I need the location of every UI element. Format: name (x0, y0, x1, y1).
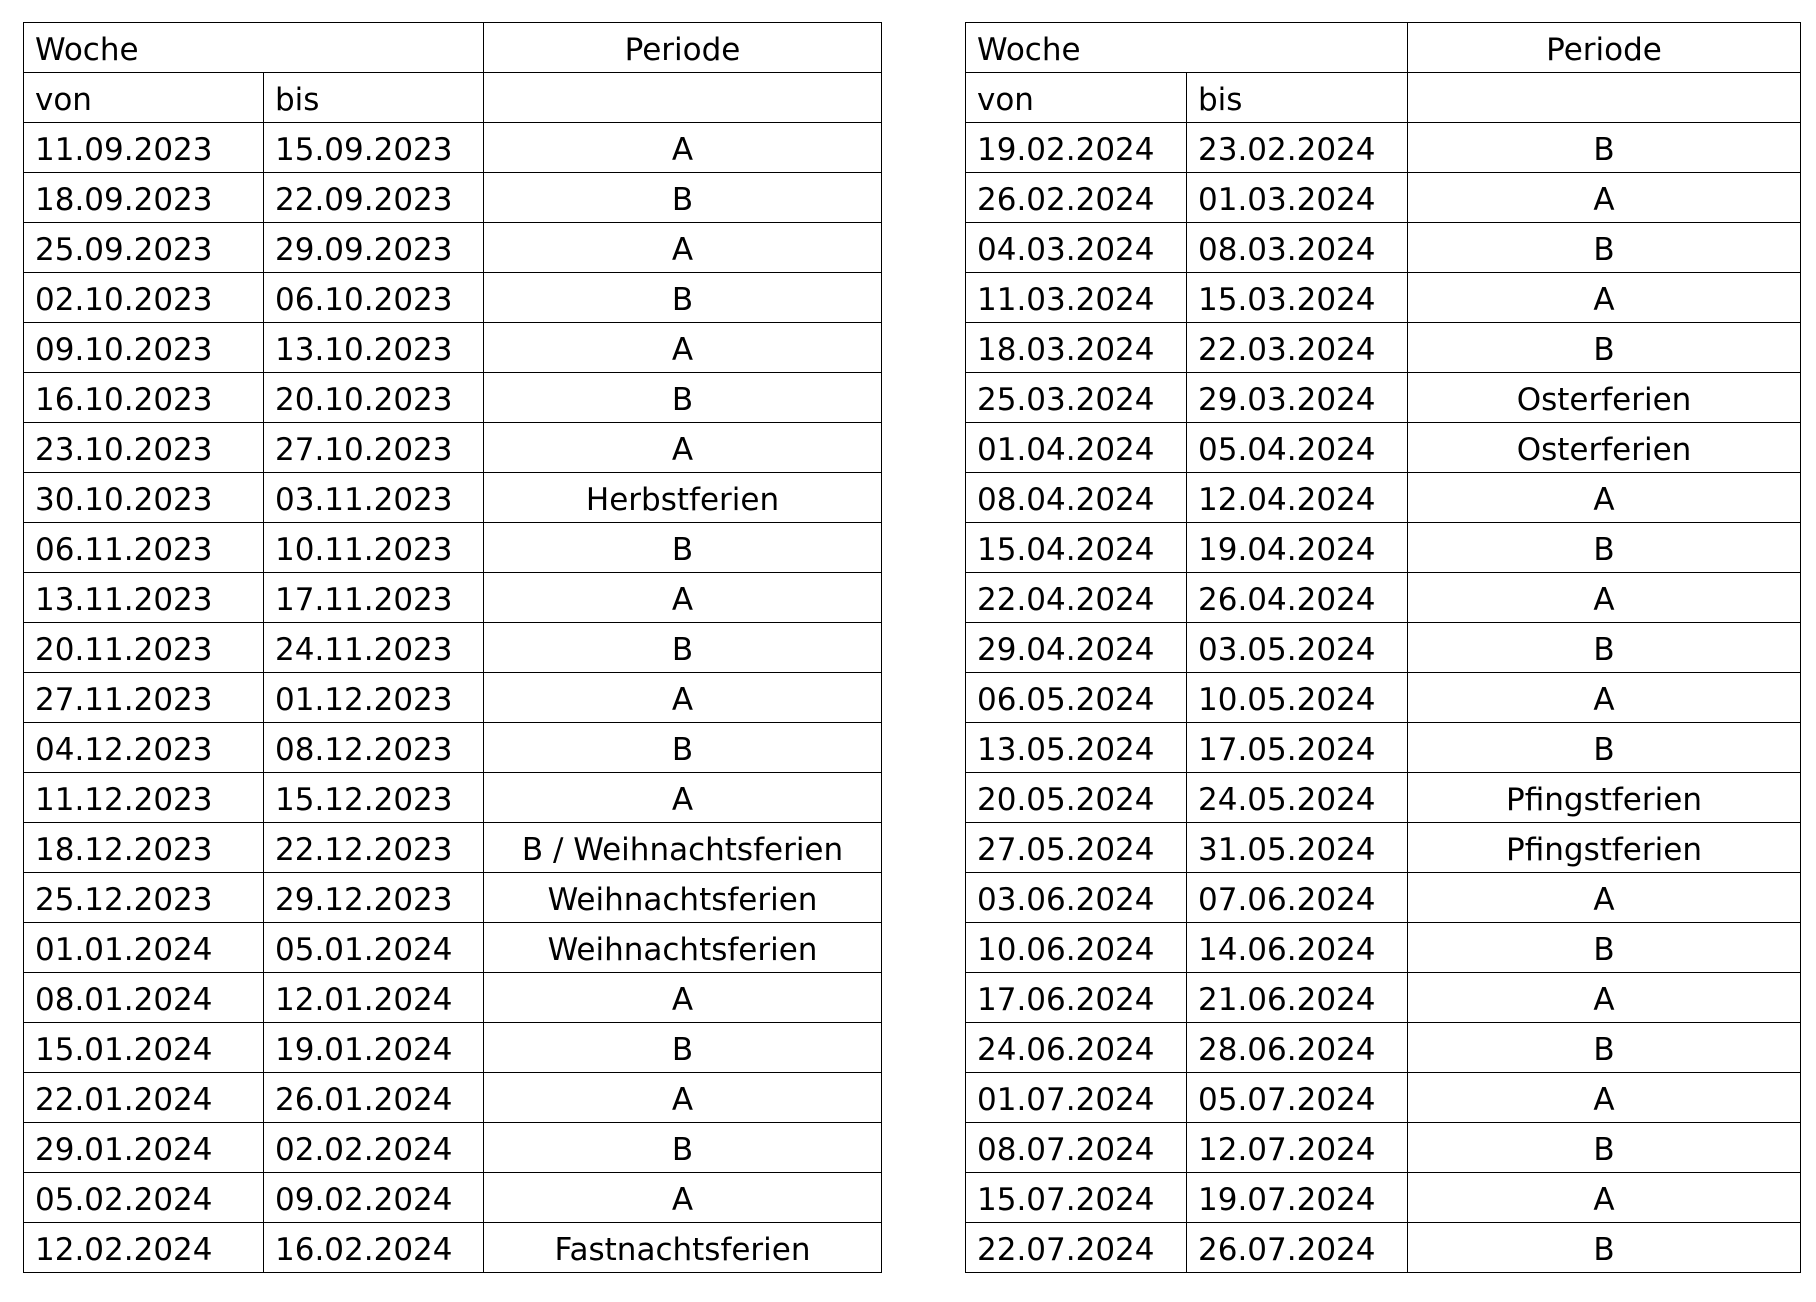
bis-date-cell: 08.03.2024 (1187, 223, 1408, 273)
von-date-cell: 02.10.2023 (24, 273, 264, 323)
bis-date-cell: 24.11.2023 (264, 623, 484, 673)
bis-date-cell: 06.10.2023 (264, 273, 484, 323)
periode-cell: B (1408, 123, 1801, 173)
table-row (24, 973, 882, 1023)
table-row (24, 673, 882, 723)
table-row (966, 973, 1801, 1023)
von-date-cell: 22.07.2024 (966, 1223, 1187, 1273)
schedule-table-left (23, 22, 882, 1273)
table-row (966, 1023, 1801, 1073)
header-row-woche (24, 23, 882, 73)
periode-cell: B (1408, 1023, 1801, 1073)
header-empty (1408, 73, 1801, 123)
table-row (966, 473, 1801, 523)
periode-cell: B (1408, 1123, 1801, 1173)
von-date-cell: 12.02.2024 (24, 1223, 264, 1273)
table-row (966, 923, 1801, 973)
von-date-cell: 30.10.2023 (24, 473, 264, 523)
periode-cell: B (484, 373, 882, 423)
bis-date-cell: 27.10.2023 (264, 423, 484, 473)
bis-date-cell: 26.04.2024 (1187, 573, 1408, 623)
table-row (966, 1123, 1801, 1173)
periode-cell: B (484, 173, 882, 223)
von-date-cell: 15.07.2024 (966, 1173, 1187, 1223)
periode-cell: B (1408, 723, 1801, 773)
periode-cell: A (1408, 573, 1801, 623)
periode-cell: B / Weihnachtsferien (484, 823, 882, 873)
table-row (966, 723, 1801, 773)
von-date-cell: 11.03.2024 (966, 273, 1187, 323)
table-row (966, 823, 1801, 873)
header-von: von (24, 73, 264, 123)
periode-cell: A (484, 223, 882, 273)
header-row-woche (966, 23, 1801, 73)
von-date-cell: 29.04.2024 (966, 623, 1187, 673)
table-row (24, 123, 882, 173)
periode-cell: B (1408, 223, 1801, 273)
von-date-cell: 15.01.2024 (24, 1023, 264, 1073)
von-date-cell: 20.05.2024 (966, 773, 1187, 823)
table-row (24, 1023, 882, 1073)
bis-date-cell: 12.07.2024 (1187, 1123, 1408, 1173)
bis-date-cell: 20.10.2023 (264, 373, 484, 423)
von-date-cell: 10.06.2024 (966, 923, 1187, 973)
von-date-cell: 20.11.2023 (24, 623, 264, 673)
periode-cell: A (1408, 173, 1801, 223)
periode-cell: B (1408, 1223, 1801, 1273)
header-woche: Woche (966, 23, 1408, 73)
bis-date-cell: 17.11.2023 (264, 573, 484, 623)
von-date-cell: 13.11.2023 (24, 573, 264, 623)
bis-date-cell: 13.10.2023 (264, 323, 484, 373)
von-date-cell: 17.06.2024 (966, 973, 1187, 1023)
table-row (966, 1173, 1801, 1223)
von-date-cell: 25.09.2023 (24, 223, 264, 273)
periode-cell: B (484, 523, 882, 573)
von-date-cell: 29.01.2024 (24, 1123, 264, 1173)
table-row (24, 323, 882, 373)
table-row (966, 773, 1801, 823)
periode-cell: A (484, 1073, 882, 1123)
periode-cell: Osterferien (1408, 373, 1801, 423)
table-row (24, 1123, 882, 1173)
von-date-cell: 26.02.2024 (966, 173, 1187, 223)
bis-date-cell: 24.05.2024 (1187, 773, 1408, 823)
header-periode: Periode (1408, 23, 1801, 73)
table-row (966, 373, 1801, 423)
bis-date-cell: 01.03.2024 (1187, 173, 1408, 223)
bis-date-cell: 15.12.2023 (264, 773, 484, 823)
periode-cell: Weihnachtsferien (484, 873, 882, 923)
header-periode: Periode (484, 23, 882, 73)
bis-date-cell: 21.06.2024 (1187, 973, 1408, 1023)
periode-cell: B (484, 1023, 882, 1073)
bis-date-cell: 12.01.2024 (264, 973, 484, 1023)
periode-cell: Fastnachtsferien (484, 1223, 882, 1273)
periode-cell: A (1408, 673, 1801, 723)
bis-date-cell: 17.05.2024 (1187, 723, 1408, 773)
von-date-cell: 15.04.2024 (966, 523, 1187, 573)
table-row (966, 273, 1801, 323)
bis-date-cell: 26.01.2024 (264, 1073, 484, 1123)
periode-cell: B (1408, 523, 1801, 573)
table-row (24, 623, 882, 673)
bis-date-cell: 19.01.2024 (264, 1023, 484, 1073)
bis-date-cell: 22.12.2023 (264, 823, 484, 873)
von-date-cell: 04.12.2023 (24, 723, 264, 773)
table-row (966, 523, 1801, 573)
table-row (966, 1073, 1801, 1123)
von-date-cell: 11.09.2023 (24, 123, 264, 173)
bis-date-cell: 12.04.2024 (1187, 473, 1408, 523)
periode-cell: B (484, 723, 882, 773)
bis-date-cell: 15.09.2023 (264, 123, 484, 173)
periode-cell: A (1408, 1073, 1801, 1123)
periode-cell: B (484, 1123, 882, 1173)
bis-date-cell: 22.09.2023 (264, 173, 484, 223)
von-date-cell: 08.01.2024 (24, 973, 264, 1023)
bis-date-cell: 01.12.2023 (264, 673, 484, 723)
table-row (24, 1223, 882, 1273)
periode-cell: A (484, 573, 882, 623)
von-date-cell: 01.01.2024 (24, 923, 264, 973)
periode-cell: Herbstferien (484, 473, 882, 523)
header-von: von (966, 73, 1187, 123)
table-row (24, 573, 882, 623)
table-row (24, 723, 882, 773)
header-bis: bis (264, 73, 484, 123)
table-row (24, 873, 882, 923)
table-row (24, 223, 882, 273)
periode-cell: A (1408, 273, 1801, 323)
von-date-cell: 13.05.2024 (966, 723, 1187, 773)
von-date-cell: 22.04.2024 (966, 573, 1187, 623)
bis-date-cell: 03.11.2023 (264, 473, 484, 523)
schedule-table-right (965, 22, 1801, 1273)
bis-date-cell: 05.07.2024 (1187, 1073, 1408, 1123)
table-row (966, 873, 1801, 923)
header-row-von-bis (24, 73, 882, 123)
bis-date-cell: 15.03.2024 (1187, 273, 1408, 323)
bis-date-cell: 28.06.2024 (1187, 1023, 1408, 1073)
von-date-cell: 24.06.2024 (966, 1023, 1187, 1073)
bis-date-cell: 02.02.2024 (264, 1123, 484, 1173)
bis-date-cell: 23.02.2024 (1187, 123, 1408, 173)
von-date-cell: 27.05.2024 (966, 823, 1187, 873)
periode-cell: A (1408, 873, 1801, 923)
bis-date-cell: 14.06.2024 (1187, 923, 1408, 973)
bis-date-cell: 03.05.2024 (1187, 623, 1408, 673)
bis-date-cell: 29.03.2024 (1187, 373, 1408, 423)
periode-cell: A (1408, 473, 1801, 523)
bis-date-cell: 05.04.2024 (1187, 423, 1408, 473)
periode-cell: B (1408, 323, 1801, 373)
von-date-cell: 16.10.2023 (24, 373, 264, 423)
table-row (24, 823, 882, 873)
table-row (24, 273, 882, 323)
von-date-cell: 19.02.2024 (966, 123, 1187, 173)
table-row (24, 923, 882, 973)
von-date-cell: 08.07.2024 (966, 1123, 1187, 1173)
periode-cell: A (484, 423, 882, 473)
von-date-cell: 01.04.2024 (966, 423, 1187, 473)
table-row (966, 573, 1801, 623)
von-date-cell: 05.02.2024 (24, 1173, 264, 1223)
periode-cell: B (484, 273, 882, 323)
von-date-cell: 23.10.2023 (24, 423, 264, 473)
table-row (24, 473, 882, 523)
bis-date-cell: 29.12.2023 (264, 873, 484, 923)
table-row (966, 673, 1801, 723)
bis-date-cell: 10.05.2024 (1187, 673, 1408, 723)
bis-date-cell: 05.01.2024 (264, 923, 484, 973)
table-row (24, 373, 882, 423)
periode-cell: A (484, 673, 882, 723)
schedule-table-body (24, 23, 882, 1273)
von-date-cell: 04.03.2024 (966, 223, 1187, 273)
schedule-table-body (966, 23, 1801, 1273)
table-row (24, 1173, 882, 1223)
header-bis: bis (1187, 73, 1408, 123)
periode-cell: Osterferien (1408, 423, 1801, 473)
bis-date-cell: 09.02.2024 (264, 1173, 484, 1223)
table-row (966, 623, 1801, 673)
bis-date-cell: 19.07.2024 (1187, 1173, 1408, 1223)
bis-date-cell: 29.09.2023 (264, 223, 484, 273)
von-date-cell: 25.03.2024 (966, 373, 1187, 423)
von-date-cell: 09.10.2023 (24, 323, 264, 373)
periode-cell: A (1408, 973, 1801, 1023)
von-date-cell: 11.12.2023 (24, 773, 264, 823)
table-row (966, 323, 1801, 373)
table-row (24, 773, 882, 823)
header-woche: Woche (24, 23, 484, 73)
periode-cell: A (484, 123, 882, 173)
periode-cell: A (484, 973, 882, 1023)
periode-cell: B (1408, 923, 1801, 973)
periode-cell: Pfingstferien (1408, 773, 1801, 823)
table-row (24, 1073, 882, 1123)
bis-date-cell: 19.04.2024 (1187, 523, 1408, 573)
von-date-cell: 27.11.2023 (24, 673, 264, 723)
table-row (966, 173, 1801, 223)
von-date-cell: 25.12.2023 (24, 873, 264, 923)
bis-date-cell: 31.05.2024 (1187, 823, 1408, 873)
header-row-von-bis (966, 73, 1801, 123)
header-empty (484, 73, 882, 123)
table-row (24, 523, 882, 573)
von-date-cell: 18.03.2024 (966, 323, 1187, 373)
von-date-cell: 22.01.2024 (24, 1073, 264, 1123)
periode-cell: A (484, 323, 882, 373)
periode-cell: Weihnachtsferien (484, 923, 882, 973)
table-row (24, 173, 882, 223)
von-date-cell: 18.12.2023 (24, 823, 264, 873)
von-date-cell: 18.09.2023 (24, 173, 264, 223)
table-row (966, 423, 1801, 473)
von-date-cell: 06.11.2023 (24, 523, 264, 573)
bis-date-cell: 07.06.2024 (1187, 873, 1408, 923)
von-date-cell: 03.06.2024 (966, 873, 1187, 923)
bis-date-cell: 22.03.2024 (1187, 323, 1408, 373)
table-row (966, 1223, 1801, 1273)
periode-cell: A (1408, 1173, 1801, 1223)
table-row (24, 423, 882, 473)
von-date-cell: 08.04.2024 (966, 473, 1187, 523)
bis-date-cell: 08.12.2023 (264, 723, 484, 773)
bis-date-cell: 10.11.2023 (264, 523, 484, 573)
von-date-cell: 06.05.2024 (966, 673, 1187, 723)
periode-cell: B (484, 623, 882, 673)
table-row (966, 123, 1801, 173)
bis-date-cell: 16.02.2024 (264, 1223, 484, 1273)
periode-cell: A (484, 1173, 882, 1223)
periode-cell: Pfingstferien (1408, 823, 1801, 873)
table-row (966, 223, 1801, 273)
von-date-cell: 01.07.2024 (966, 1073, 1187, 1123)
periode-cell: B (1408, 623, 1801, 673)
bis-date-cell: 26.07.2024 (1187, 1223, 1408, 1273)
periode-cell: A (484, 773, 882, 823)
